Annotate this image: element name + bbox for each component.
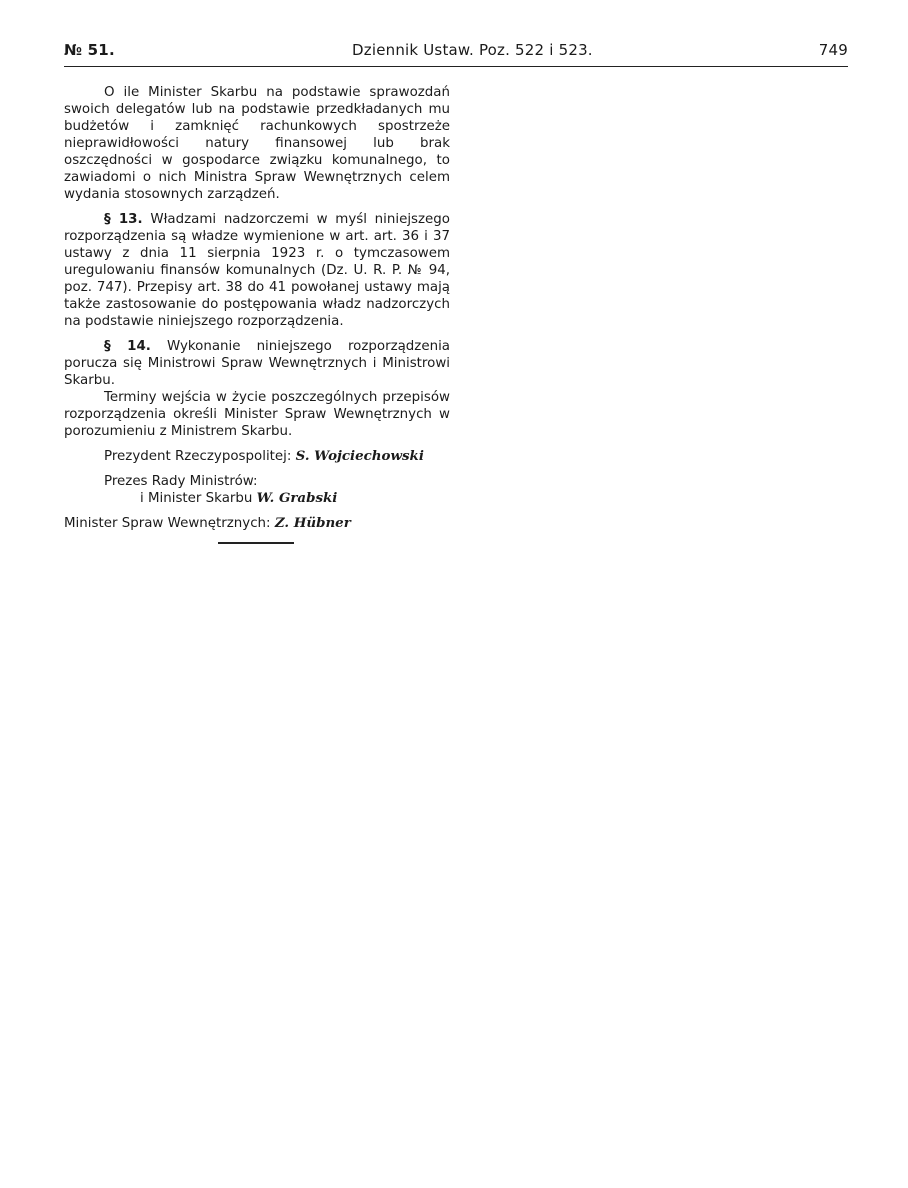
treasury-minister-name: W. Grabski (256, 490, 338, 506)
page-number: 749 (818, 41, 848, 59)
section-14-label: § 14. (104, 339, 151, 354)
signature-president (64, 448, 450, 465)
signature-interior-minister (64, 515, 450, 532)
section-13-text: Władzami nadzorczemi w myśl niniejszego rozporządzenia są władze wymienione w art. art. 36 i 37 ustawy z dnia 11 sierpnia 1923 r. o tymczasowem uregulowaniu finansów komunalnych (Dz. U. R. P. № 94, poz. 747). Przepisy art. 38 do 41 powołanej ustawy mają także zastosowanie do postępowania władz nadzorczych na podstawie niniejszego rozporządzenia. (64, 212, 450, 329)
journal-title: Dziennik Ustaw. Poz. 522 i 523. (352, 41, 593, 59)
president-name: S. Wojciechowski (295, 448, 424, 464)
section-13-label: § 13. (104, 212, 143, 227)
prime-minister-title: Prezes Rady Ministrów: (104, 474, 258, 489)
section-14-text: Wykonanie niniejszego rozporządzenia porucza się Ministrowi Spraw Wewnętrznych i Ministrowi Skarbu. (64, 339, 450, 388)
intro-paragraph: O ile Minister Skarbu na podstawie sprawozdań swoich delegatów lub na podstawie przedkładanych mu budżetów i zamknięć rachunkowych spostrzeże nieprawidłowości natury finansowej lub brak oszczędności w gospodarce związku komunalnego, to zawiadomi o nich Ministra Spraw Wewnętrznych celem wydania stosownych zarządzeń. (64, 85, 450, 202)
signature-prime-minister (64, 473, 450, 490)
text-column (64, 84, 450, 544)
interior-minister-name: Z. Hübner (274, 515, 351, 531)
header-rule (64, 66, 848, 67)
issue-number: № 51. (64, 41, 115, 59)
section-13-paragraph (64, 211, 450, 330)
treasury-minister-title: i Minister Skarbu (140, 491, 253, 506)
page-header (64, 40, 848, 64)
closing-rule (218, 542, 294, 544)
section-14-paragraph (64, 338, 450, 389)
interior-minister-title: Minister Spraw Wewnętrznych: (64, 516, 271, 531)
signature-treasury-minister (64, 490, 450, 507)
president-title: Prezydent Rzeczypospolitej: (104, 449, 292, 464)
section-14-continuation: Terminy wejścia w życie poszczególnych przepisów rozporządzenia określi Minister Spraw Wewnętrznych w porozumieniu z Ministrem Skarbu. (64, 390, 450, 439)
